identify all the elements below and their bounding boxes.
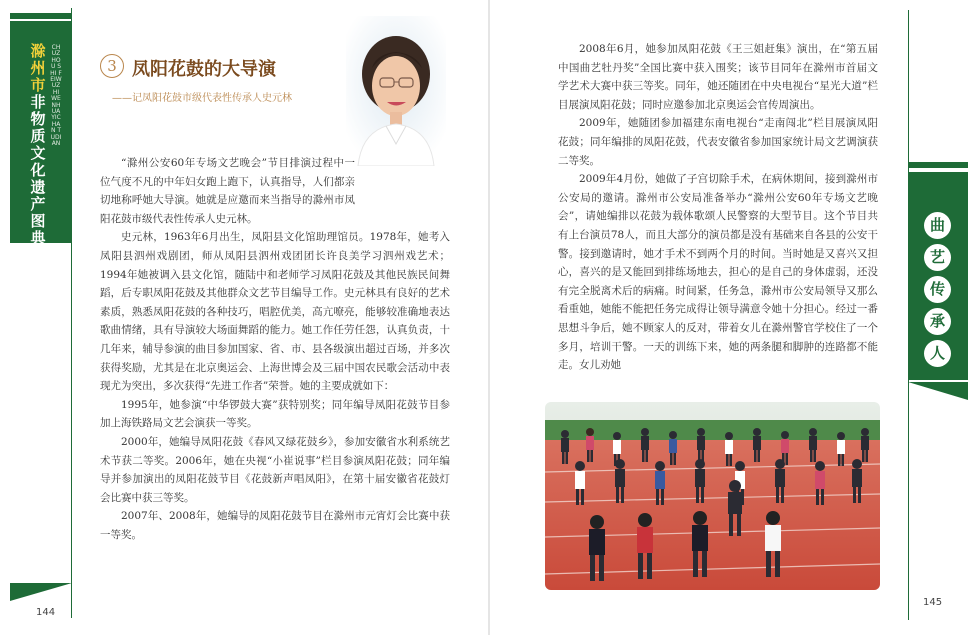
sidebar-rule — [71, 8, 72, 618]
chapter-number: 3 — [100, 54, 124, 78]
section-label-block — [908, 172, 968, 380]
right-sidebar — [908, 10, 968, 620]
paragraph: 1995年，她参演“中华锣鼓大赛”获特别奖；同年编导凤阳花鼓节目参加上海铁路局文艺会演获一等奖。 — [100, 398, 450, 430]
sidebar-top-bar — [10, 13, 72, 19]
portrait-photo — [346, 16, 446, 166]
chapter-title: 凤阳花鼓的大导演 — [132, 59, 276, 80]
left-sidebar — [10, 8, 72, 618]
sidebar-top-bar — [908, 162, 968, 168]
section-badge: 人 — [924, 340, 951, 367]
paragraph: 史元林，1963年6月出生，凤阳县文化馆助理馆员。1978年，她考入凤阳县泗州戏剧团，师从凤阳县泗州戏团团长许良美学习泗州戏艺术；1994年她被调入县文化馆，随陆中和老师学习凤阳花鼓及其他民族民间舞蹈，后专职凤阳花鼓及其他群众文艺节目编导工作。史元林具有良好的艺术素质，熟悉凤阳花鼓的各种技巧，唱腔优美，高亢嘹亮，能够较准确地表达歌曲情绪，具有导演较大场面舞蹈的能力。她工作任劳任怨，认真负责，十几年来，辅导参演的曲目参加国家、省、市、县各级演出超过百场，并多次获得奖励，尤其是在北京奥运会、上海世博会及三届中国农民歌会活动中表现尤为突出，多次获得“先进工作者”荣誉。她的主要成就如下： — [100, 231, 450, 393]
page-number-right: 145 — [923, 597, 943, 608]
paragraph: 2009年4月份，她做了子宫切除手术，在病休期间，接到滁州市公安局的邀请。滁州市公安局准备举办“滁州公安60年专场文艺晚会”，请她编排以花鼓为载体歌颂人民警察的大型节目。这个节目共有上台演员78人，而且大部分的演员都是没有基础来自各县的公安干警。接到邀请时，她才手术不到两个月的时间。当时她是又喜兴又担心，喜兴的是又能回到排练场地去，担心的是自己的身体虚弱，还没有完全脱离术后的病痛。时间紧，任务急，滁州市公安局领导又那么看重她，她能不能把任务完成得让领导满意令她十分担心。经过一番思想斗争后，她不顾家人的反对，带着女儿在滁州警官学校住了一个多月，培训干警。一天的训练下来，她的两条腿和脚肿的连路都不能走。女儿劝她 — [558, 173, 878, 372]
paragraph: 2000年，她编导凤阳花鼓《春风又绿花鼓乡》，参加安徽省水利系统艺术节获二等奖。2006年，她在央视“小崔说事”栏目参演凤阳花鼓；同年编导并参加演出的凤阳花鼓节目《花鼓新声唱凤阳》，在第十届安徽省花鼓灯会比赛中获三等奖。 — [100, 435, 450, 504]
sidebar-corner — [10, 583, 72, 601]
sidebar-title-block — [10, 21, 72, 247]
paragraph: 2009年，她随团参加福建东南电视台“走南闯北”栏目展演凤阳花鼓；同年编排的凤阳花鼓，代表安徽省参加国家统计局文艺调演获二等奖。 — [558, 117, 878, 167]
left-page — [0, 0, 489, 635]
book-title-vertical: 滁 州 市 非 物 质 文 化 遗 产 图 典 — [30, 42, 46, 247]
chapter-subtitle: ——记凤阳花鼓市级代表性传承人史元林 — [112, 93, 292, 104]
right-body-text — [558, 40, 878, 375]
sidebar-corner — [908, 382, 968, 400]
page-number-left: 144 — [36, 607, 56, 618]
paragraph: 2008年6月，她参加凤阳花鼓《王三姐赶集》演出，在“第五届中国曲艺牡丹奖”全国比赛中获入围奖；该节目同年在滁州市首届文学艺术大赛中获三等奖。同年，她还随团在中央电视台“星光大道”栏目展演凤阳花鼓；同时应邀参加北京奥运会官传周演出。 — [558, 43, 878, 111]
paragraph: “滁州公安60年专场文艺晚会”节目排演过程中一位气度不凡的中年妇女跑上跑下，认真指导，人们都亲切地称呼她大导演。她就是应邀而来当指导的滁州市凤阳花鼓市级代表性传承人史元林。 — [100, 157, 355, 225]
section-badge: 曲 — [924, 212, 951, 239]
left-body-text — [100, 154, 450, 544]
paragraph: 2007年、2008年，她编导的凤阳花鼓节目在滁州市元宵灯会比赛中获一等奖。 — [100, 510, 450, 541]
book-title-pinyin: CHUZHOU SHI FEIWUZHI WENHUA YICHAN TUDIAN — [50, 44, 62, 148]
section-badge: 传 — [924, 276, 951, 303]
performance-photo — [545, 402, 880, 590]
section-badge: 承 — [924, 308, 951, 335]
section-badge: 艺 — [924, 244, 951, 271]
